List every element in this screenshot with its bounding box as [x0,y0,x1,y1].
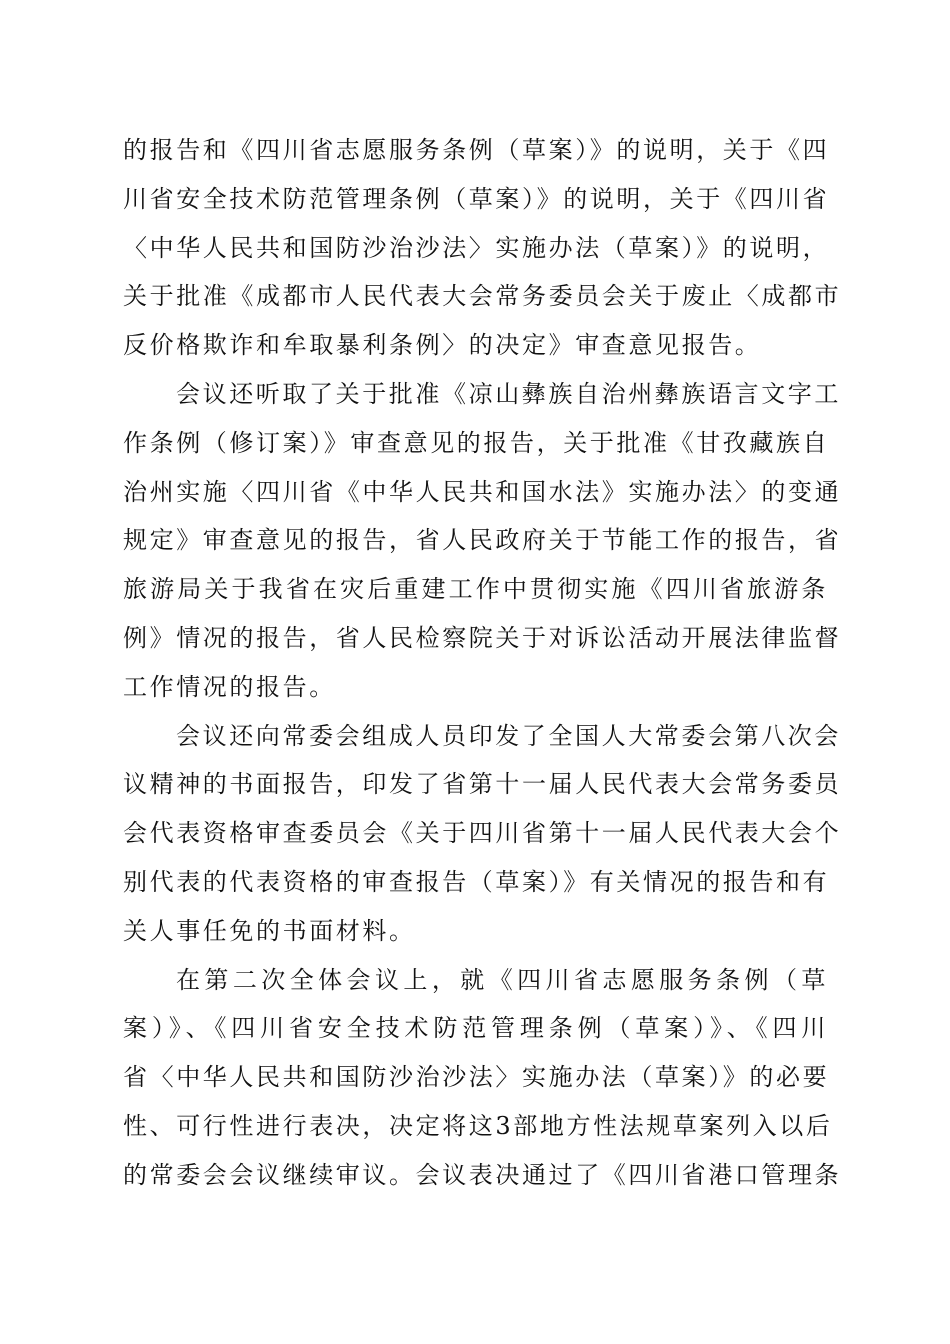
text-line: 会代表资格审查委员会《关于四川省第十一届人民代表大会个 [123,819,842,848]
text-line: 规定》审查意见的报告，省人民政府关于节能工作的报告，省 [123,526,842,555]
text-line: 关于批准《成都市人民代表大会常务委员会关于废止〈成都市 [123,282,842,311]
text-line: 会议还听取了关于批准《凉山彝族自治州彝族语言文字工 [176,379,841,408]
text-line: 性、可行性进行表决，决定将这3部地方性法规草案列入以后 [123,1111,833,1140]
text-line: 反价格欺诈和牟取暴利条例〉的决定》审查意见报告。 [123,331,762,360]
text-line: 在第二次全体会议上，就《四川省志愿服务条例（草 [176,965,828,994]
text-line: 旅游局关于我省在灾后重建工作中贯彻实施《四川省旅游条 [123,575,828,604]
text-line: 〈中华人民共和国防沙治沙法〉实施办法（草案）》的说明， [123,233,830,262]
text-line: 议精神的书面报告，印发了省第十一届人民代表大会常务委员 [123,770,842,799]
text-line: 案）》、《四川省安全技术防范管理条例（草案）》、《四川 [123,1014,828,1043]
paragraph-4 [123,956,842,1200]
text-line: 工作情况的报告。 [123,672,336,701]
text-line: 例》情况的报告，省人民检察院关于对诉讼活动开展法律监督 [123,623,842,652]
text-line: 关人事任免的书面材料。 [123,916,416,945]
paragraph-2 [123,370,842,712]
text-line: 的报告和《四川省志愿服务条例（草案）》的说明，关于《四 [123,136,830,164]
text-line: 治州实施〈四川省《中华人民共和国水法》实施办法〉的变通 [123,477,842,506]
text-line: 别代表的代表资格的审查报告（草案）》有关情况的报告和有 [123,867,830,896]
text-line: 会议还向常委会组成人员印发了全国人大常委会第八次会 [176,721,841,750]
text-line: 川省安全技术防范管理条例（草案）》的说明，关于《四川省 [123,184,830,213]
paragraph-1 [123,126,842,370]
text-line: 的常委会会议继续审议。会议表决通过了《四川省港口管理条 [123,1160,842,1189]
paragraph-3 [123,712,842,956]
text-line: 省〈中华人民共和国防沙治沙法〉实施办法（草案）》的必要 [123,1063,830,1092]
text-line: 作条例（修订案）》审查意见的报告，关于批准《甘孜藏族自 [123,428,830,457]
document-body [123,126,842,1200]
